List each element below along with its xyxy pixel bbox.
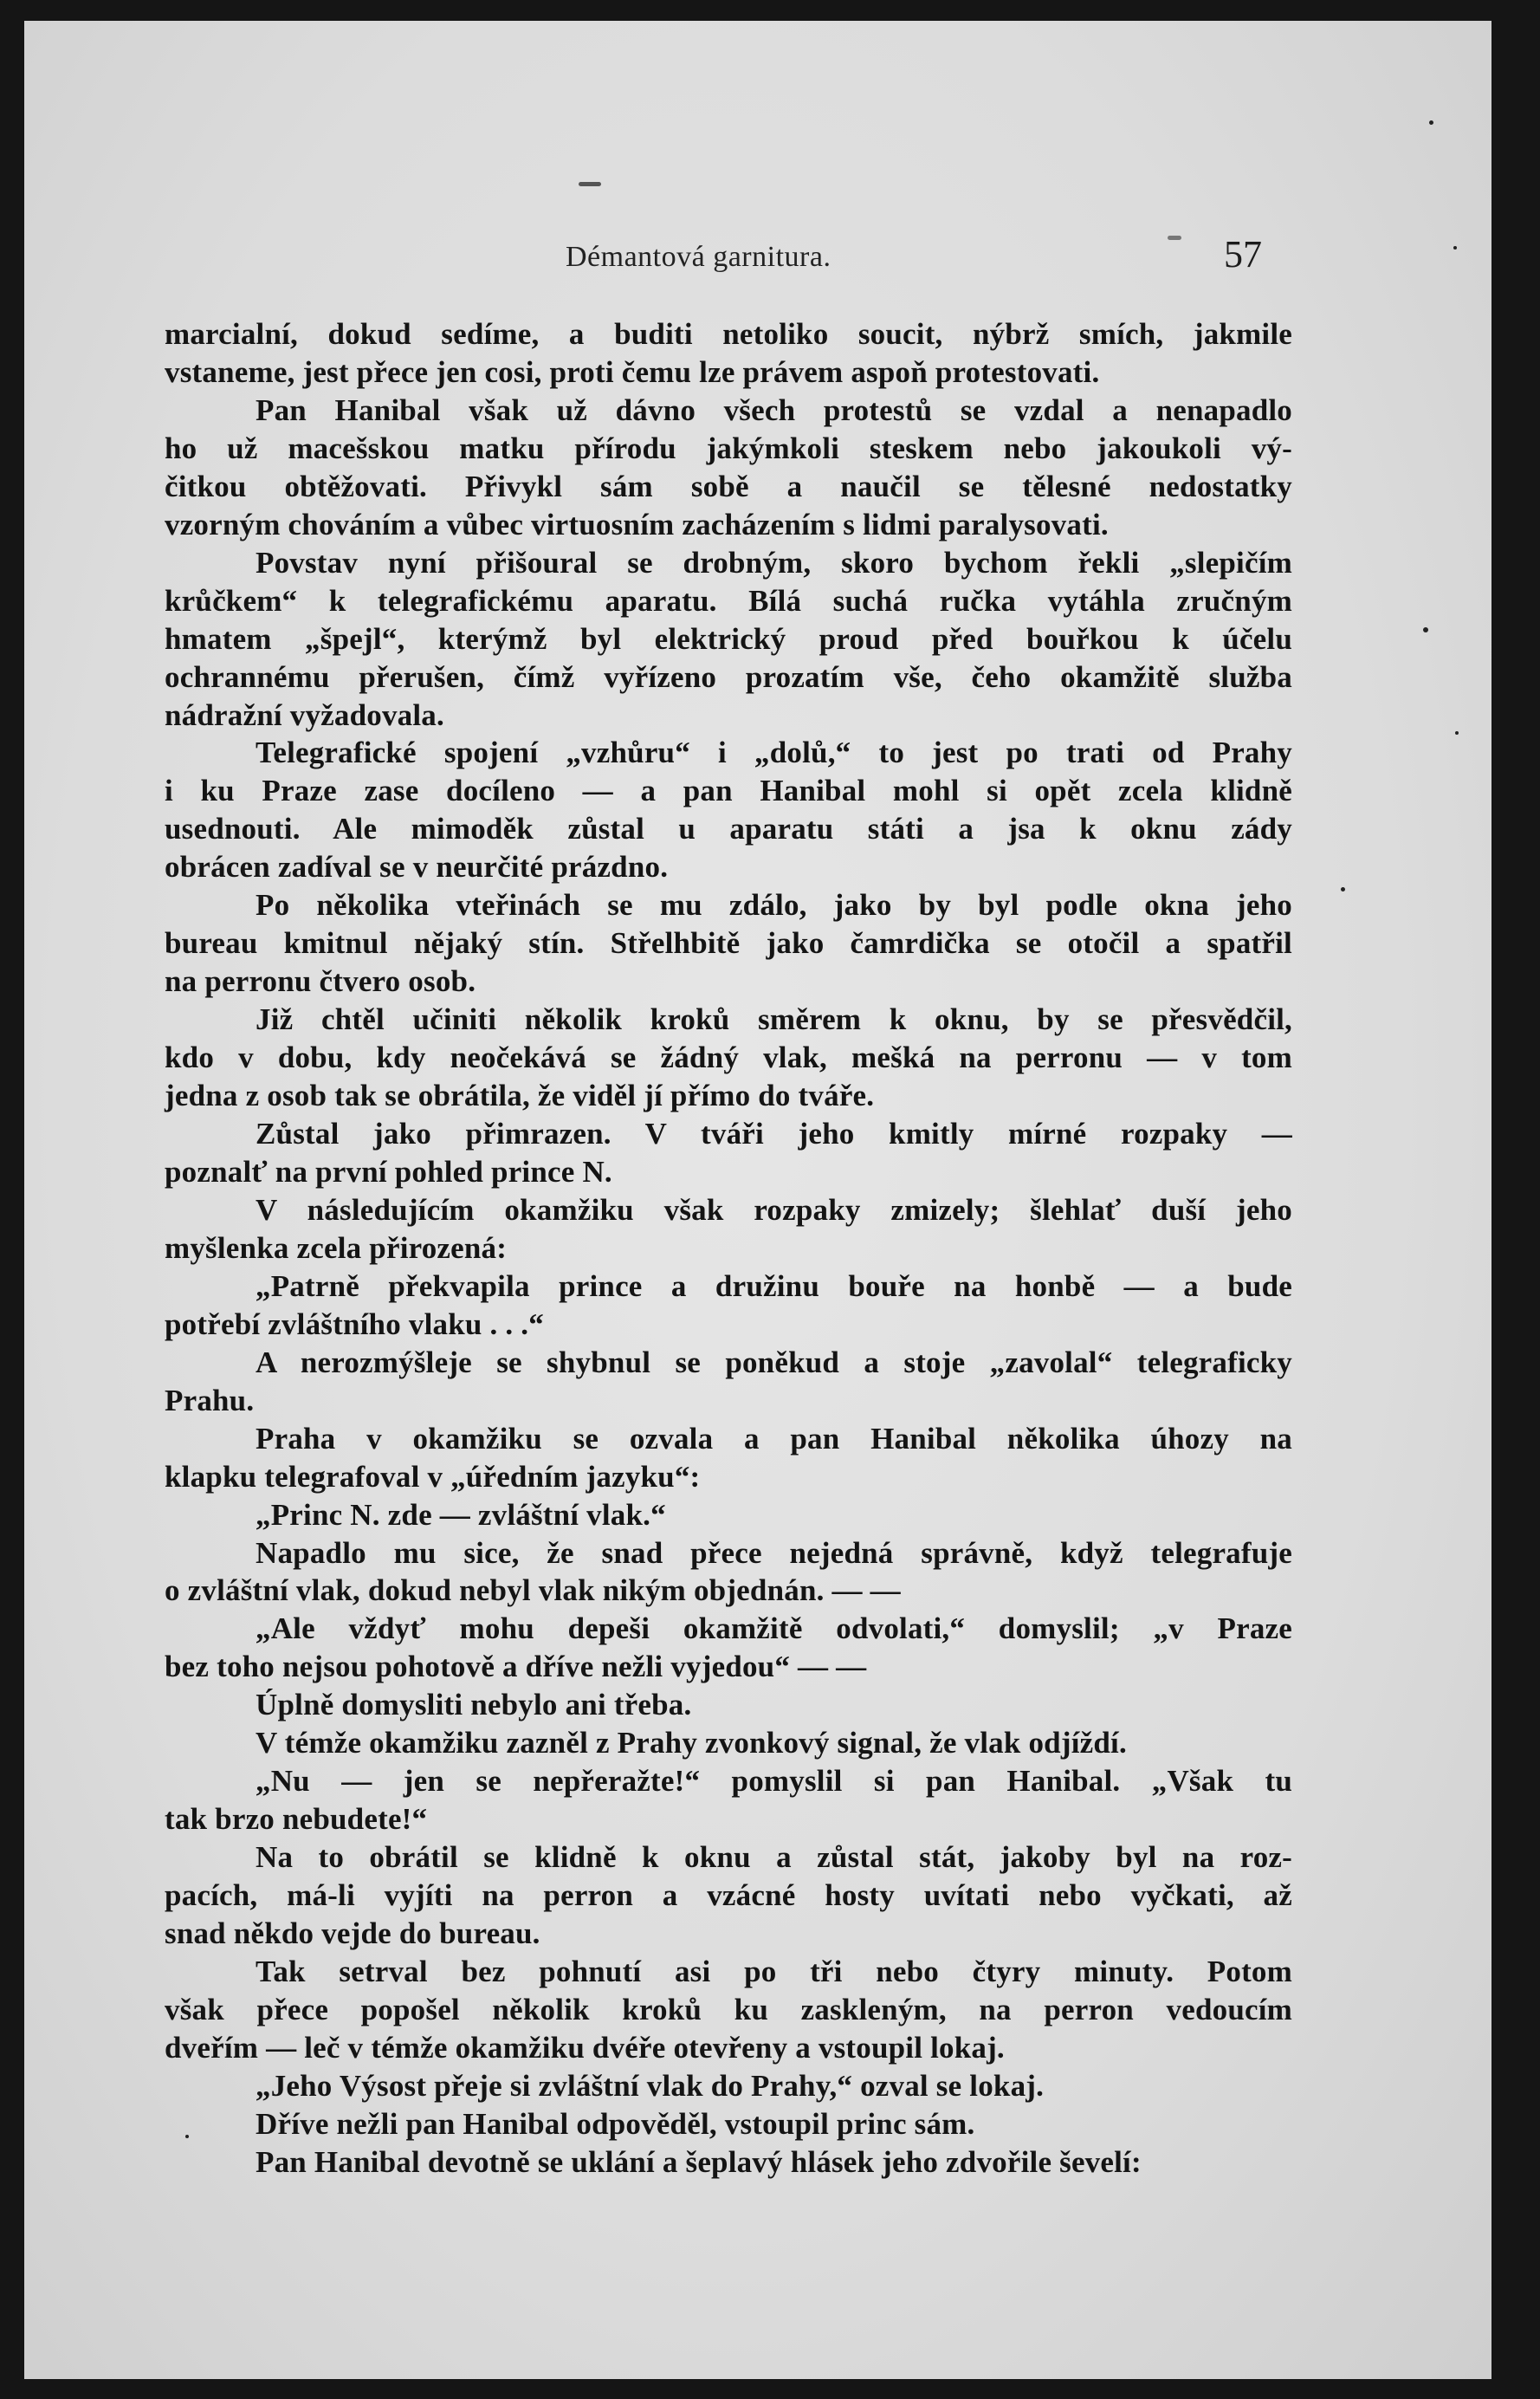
text-line: „Ale vždyť mohu depeši okamžitě odvolati,“ domyslil; „v Praze	[256, 1611, 1292, 1646]
text-line: krůčkem“ k telegrafickému aparatu. Bílá suchá ručka vytáhla zručným	[165, 583, 1292, 618]
text-line: vstaneme, jest přece jen cosi, proti čemu lze právem aspoň protestovati.	[165, 354, 1100, 389]
page-header	[24, 229, 1491, 289]
text-line: však přece popošel několik kroků ku zaskleným, na perron vedoucím	[165, 1992, 1292, 2026]
text-line: Po několika vteřinách se mu zdálo, jako by byl podle okna jeho	[256, 888, 1292, 923]
text-line: snad někdo vejde do bureau.	[165, 1916, 540, 1951]
paper-speck	[1453, 246, 1457, 250]
body-text	[165, 315, 1292, 2182]
text-line: Pan Hanibal však už dávno všech protestů se vzdal a nenapadlo	[256, 392, 1292, 427]
text-line: marcialní, dokud sedíme, a buditi netoliko soucit, nýbrž smích, jakmile	[165, 317, 1292, 351]
paper-speck	[1168, 236, 1181, 240]
text-line: klapku telegrafoval v „úředním jazyku“:	[165, 1459, 701, 1494]
text-line: Pan Hanibal devotně se uklání a šeplavý hlásek jeho zdvořile ševelí:	[256, 2144, 1142, 2179]
text-line: kdo v dobu, kdy neočekává se žádný vlak, mešká na perronu — v tom	[165, 1041, 1292, 1075]
text-line: Zůstal jako přimrazen. V tváři jeho kmitly mírné rozpaky —	[256, 1117, 1292, 1151]
text-line: V témže okamžiku zazněl z Prahy zvonkový signal, že vlak odjíždí.	[256, 1726, 1127, 1760]
text-line: i ku Praze zase docíleno — a pan Hanibal mohl si opět zcela klidně	[165, 774, 1292, 808]
text-line: pacích, má-li vyjíti na perron a vzácné hosty uvítati nebo vyčkati, až	[165, 1878, 1292, 1913]
text-line: Již chtěl učiniti několik kroků směrem k oknu, by se přesvědčil,	[256, 1002, 1292, 1037]
paper-speck	[1455, 731, 1459, 735]
text-line: „Jeho Výsost přeje si zvláštní vlak do Prahy,“ ozval se lokaj.	[256, 2068, 1045, 2103]
text-line: o zvláštní vlak, dokud nebyl vlak nikým objednán. — —	[165, 1573, 901, 1608]
book-page	[24, 21, 1491, 2379]
page-number: 57	[1224, 233, 1262, 276]
text-line: vzorným chováním a vůbec virtuosním zacházením s lidmi paralysovati.	[165, 507, 1109, 541]
text-line: „Princ N. zde — zvláštní vlak.“	[256, 1497, 666, 1532]
paper-speck	[1423, 627, 1428, 632]
text-line: Na to obrátil se klidně k oknu a zůstal stát, jakoby byl na roz-	[256, 1840, 1292, 1875]
text-line: bez toho nejsou pohotově a dříve nežli vyjedou“ — —	[165, 1650, 867, 1684]
text-line: Napadlo mu sice, že snad přece nejedná správně, když telegrafuje	[256, 1535, 1292, 1570]
running-title: Démantová garnitura.	[566, 241, 831, 273]
text-line: obrácen zadíval se v neurčité prázdno.	[165, 850, 669, 885]
paper-speck	[1341, 887, 1345, 892]
text-line: poznalť na první pohled prince N.	[165, 1154, 612, 1189]
text-line: na perronu čtvero osob.	[165, 964, 476, 999]
text-line: Telegrafické spojení „vzhůru“ i „dolů,“ to jest po trati od Prahy	[256, 736, 1292, 770]
text-line: jedna z osob tak se obrátila, že viděl jí přímo do tváře.	[165, 1079, 875, 1113]
text-line: ochrannému přerušen, čímž vyřízeno prozatím vše, čeho okamžitě služba	[165, 659, 1292, 694]
text-line: bureau kmitnul nějaký stín. Střelhbitě jako čamrdička se otočil a spatřil	[165, 926, 1292, 961]
paper-speck	[185, 2135, 189, 2138]
paper-speck	[1429, 120, 1433, 125]
text-line: V následujícím okamžiku však rozpaky zmizely; šlehlať duší jeho	[256, 1192, 1292, 1227]
text-line: hmatem „špejl“, kterýmž byl elektrický proud před bouřkou k účelu	[165, 621, 1292, 656]
text-line: Tak setrval bez pohnutí asi po tři nebo čtyry minuty. Potom	[256, 1954, 1292, 1988]
text-line: tak brzo nebudete!“	[165, 1802, 428, 1837]
text-line: ho už macešskou matku přírodu jakýmkoli steskem nebo jakoukoli vý-	[165, 431, 1292, 465]
text-line: Prahu.	[165, 1383, 255, 1417]
text-line: čitkou obtěžovati. Přivykl sám sobě a naučil se tělesné nedostatky	[165, 469, 1292, 503]
text-line: Praha v okamžiku se ozvala a pan Hanibal několika úhozy na	[256, 1421, 1292, 1456]
text-line: myšlenka zcela přirozená:	[165, 1230, 508, 1265]
text-line: A nerozmýšleje se shybnul se poněkud a stoje „zavolal“ telegraficky	[256, 1345, 1292, 1379]
text-line: potřebí zvláštního vlaku . . .“	[165, 1306, 544, 1341]
paper-speck	[579, 182, 601, 186]
text-line: nádražní vyžadovala.	[165, 697, 444, 732]
text-line: Povstav nyní přišoural se drobným, skoro bychom řekli „slepičím	[256, 545, 1292, 580]
text-line: „Patrně překvapila prince a družinu bouře na honbě — a bude	[256, 1268, 1292, 1303]
text-line: usednouti. Ale mimoděk zůstal u aparatu státi a jsa k oknu zády	[165, 812, 1292, 846]
text-line: Dříve nežli pan Hanibal odpověděl, vstoupil princ sám.	[256, 2106, 975, 2141]
text-line: „Nu — jen se nepřeražte!“ pomyslil si pan Hanibal. „Však tu	[256, 1764, 1292, 1799]
text-line: dveřím — leč v témže okamžiku dvéře otevřeny a vstoupil lokaj.	[165, 2030, 1005, 2065]
text-line: Úplně domysliti nebylo ani třeba.	[256, 1688, 692, 1722]
